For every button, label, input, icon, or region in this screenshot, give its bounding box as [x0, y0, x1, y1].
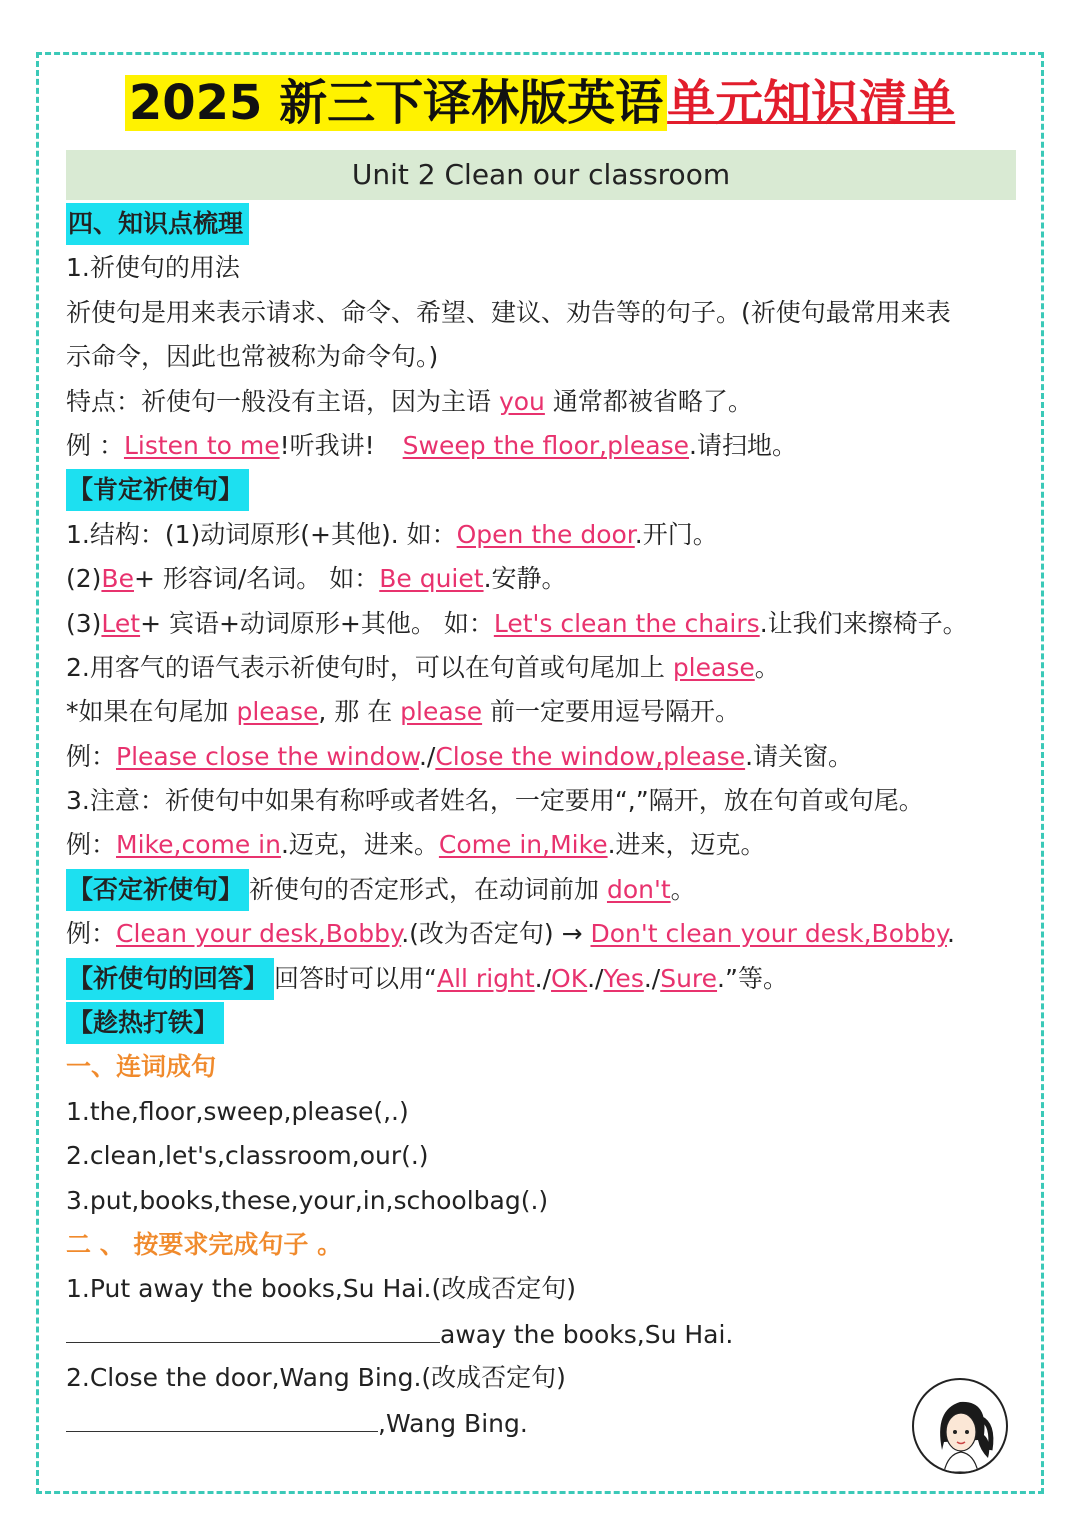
teacher-avatar-icon [912, 1378, 1008, 1474]
example-word: Sure [660, 963, 718, 993]
text: .(改为否定句) → [401, 919, 591, 949]
content [66, 202, 1026, 1445]
text: 回答时可以用“ [274, 963, 437, 993]
exercise-item: 2.Close the door,Wang Bing.(改成否定句) [66, 1363, 566, 1393]
section-heading [66, 468, 1026, 512]
text: ./ [534, 963, 552, 993]
exercise-item: 2.clean,let's,classroom,our(.) [66, 1141, 429, 1171]
example-phrase: Be quiet [379, 564, 484, 594]
exercise-title: 一、连词成句 [66, 1052, 217, 1082]
text: .请关窗。 [745, 741, 854, 771]
text: 。 [670, 874, 696, 904]
text-line [66, 513, 1026, 557]
example-word: please [236, 697, 319, 727]
example-word: please [672, 652, 755, 682]
text: (3) [66, 608, 102, 638]
text: .进来，迈克。 [607, 830, 766, 860]
text: 例 ： [66, 430, 124, 460]
text-line: 3.注意：祈使句中如果有称呼或者姓名，一定要用“,”隔开，放在句首或句尾。 [66, 786, 924, 816]
text: .让我们来擦椅子。 [759, 608, 968, 638]
example-phrase: Please close the window [116, 741, 419, 771]
text: + 宾语+动词原形+其他。 如： [140, 608, 494, 638]
text-line [66, 380, 1026, 424]
example-phrase: Don't clean your desk,Bobby [590, 919, 947, 949]
example-word: Be [101, 564, 134, 594]
text: .”等。 [717, 963, 788, 993]
text-line [66, 690, 1026, 734]
text-line: 祈使句是用来表示请求、命令、希望、建议、劝告等的句子。(祈使句最常用来表 [66, 297, 951, 327]
exercise-item: 1.Put away the books,Su Hai.(改成否定句) [66, 1274, 576, 1304]
text-line [66, 602, 1026, 646]
text: 前一定要用逗号隔开。 [482, 697, 741, 727]
text: .开门。 [634, 519, 718, 549]
affirm-tag: 【肯定祈使句】 [66, 469, 249, 511]
text-line [66, 646, 1026, 690]
example-word: Let [101, 608, 141, 638]
text: 例： [66, 830, 117, 860]
text: 特点：祈使句一般没有主语，因为主语 [66, 386, 499, 416]
practice-tag: 【趁热打铁】 [66, 1002, 224, 1044]
example-word: OK [551, 963, 588, 993]
negative-tag: 【否定祈使句】 [66, 869, 249, 911]
text: ,Wang Bing. [378, 1408, 528, 1438]
example-phrase: Open the door [456, 519, 635, 549]
text: 1.结构：(1)动词原形(+其他). 如： [66, 519, 457, 549]
text: ./ [643, 963, 661, 993]
text: 例： [66, 919, 117, 949]
text: .迈克，进来。 [280, 830, 439, 860]
example-word: you [498, 386, 545, 416]
text: *如果在句尾加 [66, 697, 237, 727]
text-line [66, 557, 1026, 601]
text-line [66, 823, 1026, 867]
example-phrase: Let's clean the chairs [493, 608, 760, 638]
text-line [66, 424, 1026, 468]
text-line: 示命令，因此也常被称为命令句。) [66, 342, 439, 372]
text-line [66, 868, 1026, 912]
text-line [66, 735, 1026, 779]
text: . [946, 919, 955, 949]
text: 例： [66, 741, 117, 771]
example-phrase: Clean your desk,Bobby [116, 919, 402, 949]
section-heading [66, 202, 1026, 246]
text: ./ [587, 963, 604, 993]
text: .安静。 [483, 564, 567, 594]
title-highlighted: 2025 新三下译林版英语 [125, 75, 667, 131]
example-phrase: Listen to me [123, 430, 280, 460]
text-line [66, 957, 1026, 1001]
section-heading [66, 1001, 1026, 1045]
answer-line [66, 1312, 1026, 1356]
text-line: 1.祈使句的用法 [66, 253, 240, 283]
text: away the books,Su Hai. [440, 1319, 734, 1349]
example-word: please [400, 697, 483, 727]
text: ./ [418, 741, 436, 771]
answer-blank[interactable] [66, 1401, 378, 1432]
example-phrase: Mike,come in [116, 830, 281, 860]
text: 祈使句的否定形式，在动词前加 [249, 874, 607, 904]
answer-blank[interactable] [66, 1312, 440, 1343]
text: 。 [754, 652, 780, 682]
text: !听我讲! [279, 430, 375, 460]
exercise-item: 1.the,floor,sweep,please(,.) [66, 1096, 409, 1126]
text: 通常都被省略了。 [544, 386, 753, 416]
exercise-title: 二 、 按要求完成句子 。 [66, 1229, 343, 1259]
answer-tag: 【祈使句的回答】 [66, 958, 274, 1000]
title-red: 单元知识清单 [667, 75, 956, 131]
text: + 形容词/名词。 如： [133, 564, 380, 594]
text: 2.用客气的语气表示祈使句时，可以在句首或句尾加上 [66, 652, 673, 682]
page-title [0, 66, 1080, 140]
example-phrase: Close the window,please [435, 741, 746, 771]
example-phrase: Sweep the floor,please [402, 430, 690, 460]
text-line [66, 912, 1026, 956]
text: .请扫地。 [689, 430, 797, 460]
text: , 那 在 [318, 697, 401, 727]
answer-line [66, 1401, 1026, 1445]
example-word: All right [436, 963, 535, 993]
example-phrase: Come in,Mike [438, 830, 608, 860]
unit-banner: Unit 2 Clean our classroom [66, 150, 1016, 200]
example-word: don't [606, 874, 671, 904]
text: (2) [66, 564, 102, 594]
section4-tag: 四、知识点梳理 [66, 203, 249, 245]
example-word: Yes [603, 963, 644, 993]
exercise-item: 3.put,books,these,your,in,schoolbag(.) [66, 1185, 549, 1215]
